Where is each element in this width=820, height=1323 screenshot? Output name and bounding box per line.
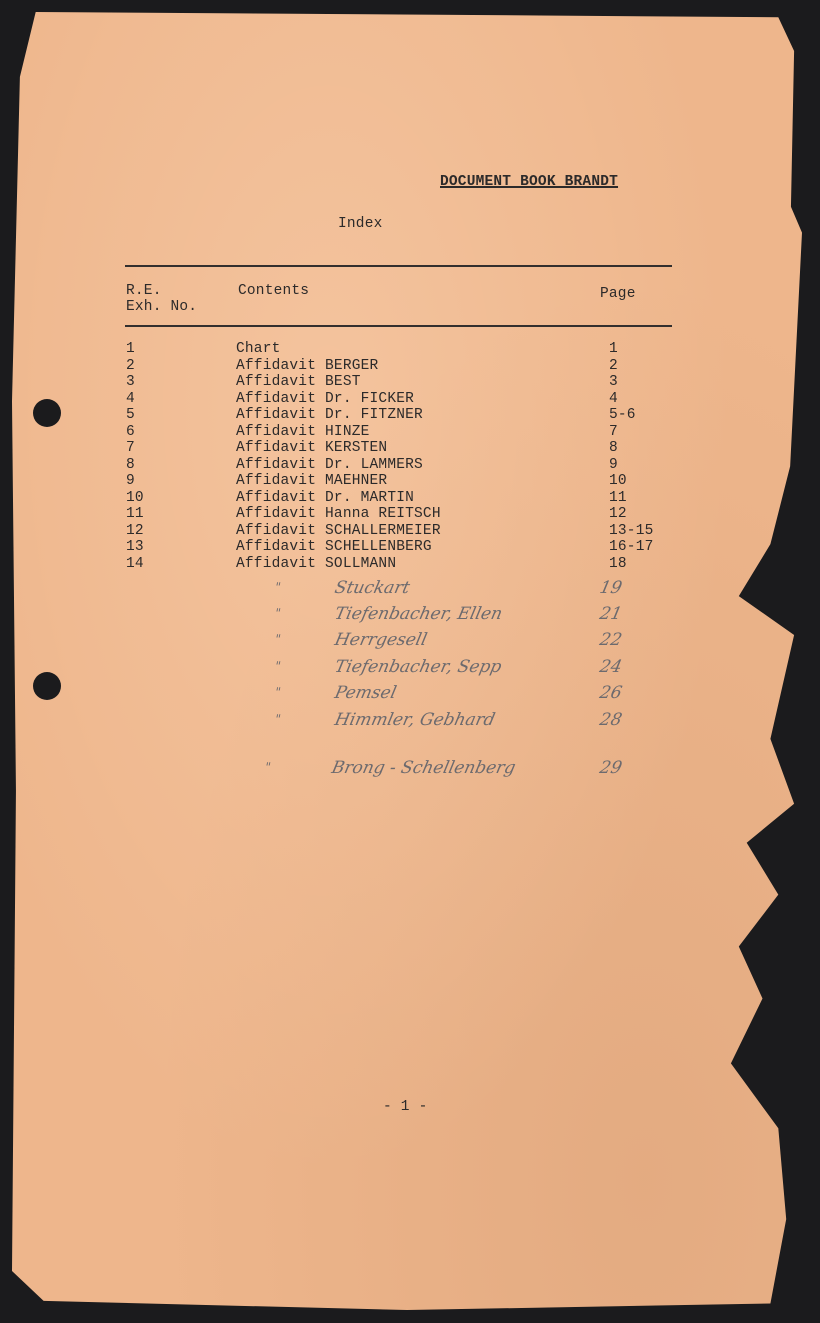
ditto-mark: " (273, 606, 283, 620)
exhibit-number: 6 (126, 423, 135, 440)
handwritten-contents: Tiefenbacher, Sepp (332, 657, 504, 677)
entry-contents: Affidavit SCHELLENBERG (236, 539, 432, 555)
entry-contents: Affidavit BERGER (236, 357, 379, 374)
exhibit-number: 3 (126, 374, 135, 390)
document-title: DOCUMENT BOOK BRANDT (440, 174, 619, 190)
exhibit-number: 8 (126, 456, 135, 473)
entry-contents: Affidavit HINZE (236, 423, 370, 440)
column-exhibit-line2: Exh. No. (126, 299, 198, 315)
exhibit-number: 14 (126, 555, 144, 572)
exhibit-number: 5 (126, 407, 135, 423)
exhibit-number: 7 (126, 440, 135, 456)
exhibit-number: 13 (126, 539, 144, 555)
ditto-mark: " (273, 685, 283, 699)
exhibit-number: 10 (126, 489, 144, 506)
handwritten-page: 22 (597, 630, 624, 650)
exhibit-number: 2 (126, 357, 135, 374)
page-number: - 1 - (383, 1099, 428, 1115)
entry-page: 3 (609, 374, 618, 390)
punch-hole-bottom (33, 672, 61, 700)
entry-page: 12 (609, 506, 627, 522)
ditto-mark: " (273, 632, 283, 646)
entry-page: 13-15 (609, 522, 654, 539)
handwritten-page: 29 (597, 758, 624, 778)
entry-page: 9 (609, 456, 618, 473)
entry-contents: Affidavit MAEHNER (236, 473, 388, 489)
column-contents: Contents (238, 283, 310, 299)
column-page: Page (600, 286, 636, 302)
entry-contents: Affidavit KERSTEN (236, 440, 388, 456)
entry-contents: Affidavit Dr. LAMMERS (236, 456, 423, 473)
exhibit-number: 12 (126, 522, 144, 539)
handwritten-contents: Brong - Schellenberg (329, 758, 518, 778)
handwritten-page: 24 (597, 657, 624, 677)
entry-contents: Affidavit SCHALLERMEIER (236, 522, 441, 539)
handwritten-contents: Herrgesell (332, 630, 429, 650)
entry-contents: Affidavit Dr. MARTIN (236, 489, 415, 506)
entry-contents: Affidavit Dr. FITZNER (236, 407, 423, 423)
handwritten-page: 26 (597, 683, 624, 703)
exhibit-number: 9 (126, 473, 135, 489)
handwritten-page: 28 (597, 710, 624, 730)
punch-hole-top (33, 399, 61, 427)
ditto-mark: " (263, 760, 273, 774)
handwritten-contents: Stuckart (332, 578, 412, 598)
column-exhibit-line1: R.E. (126, 283, 162, 299)
entry-page: 10 (609, 473, 627, 489)
handwritten-contents: Himmler, Gebhard (332, 710, 497, 730)
entry-page: 18 (609, 555, 627, 572)
entry-contents: Affidavit BEST (236, 374, 361, 390)
entry-page: 4 (609, 390, 618, 407)
handwritten-contents: Tiefenbacher, Ellen (332, 604, 505, 624)
entry-contents: Chart (236, 341, 281, 357)
exhibit-number: 4 (126, 390, 135, 407)
header-rule-top (125, 265, 672, 267)
handwritten-page: 19 (597, 578, 624, 598)
ditto-mark: " (273, 580, 283, 594)
entry-contents: Affidavit SOLLMANN (236, 555, 397, 572)
handwritten-page: 21 (597, 604, 624, 624)
entry-contents: Affidavit Dr. FICKER (236, 390, 415, 407)
entry-page: 2 (609, 357, 618, 374)
index-heading: Index (338, 216, 383, 232)
handwritten-contents: Pemsel (332, 683, 399, 703)
entry-page: 11 (609, 489, 627, 506)
header-rule-bottom (125, 325, 672, 327)
ditto-mark: " (273, 712, 283, 726)
entry-page: 8 (609, 440, 618, 456)
entry-contents: Affidavit Hanna REITSCH (236, 506, 441, 522)
entry-page: 7 (609, 423, 618, 440)
entry-page: 5-6 (609, 407, 636, 423)
exhibit-number: 11 (126, 506, 144, 522)
ditto-mark: " (273, 659, 283, 673)
entry-page: 16-17 (609, 539, 654, 555)
entry-page: 1 (609, 341, 618, 357)
exhibit-number: 1 (126, 341, 135, 357)
